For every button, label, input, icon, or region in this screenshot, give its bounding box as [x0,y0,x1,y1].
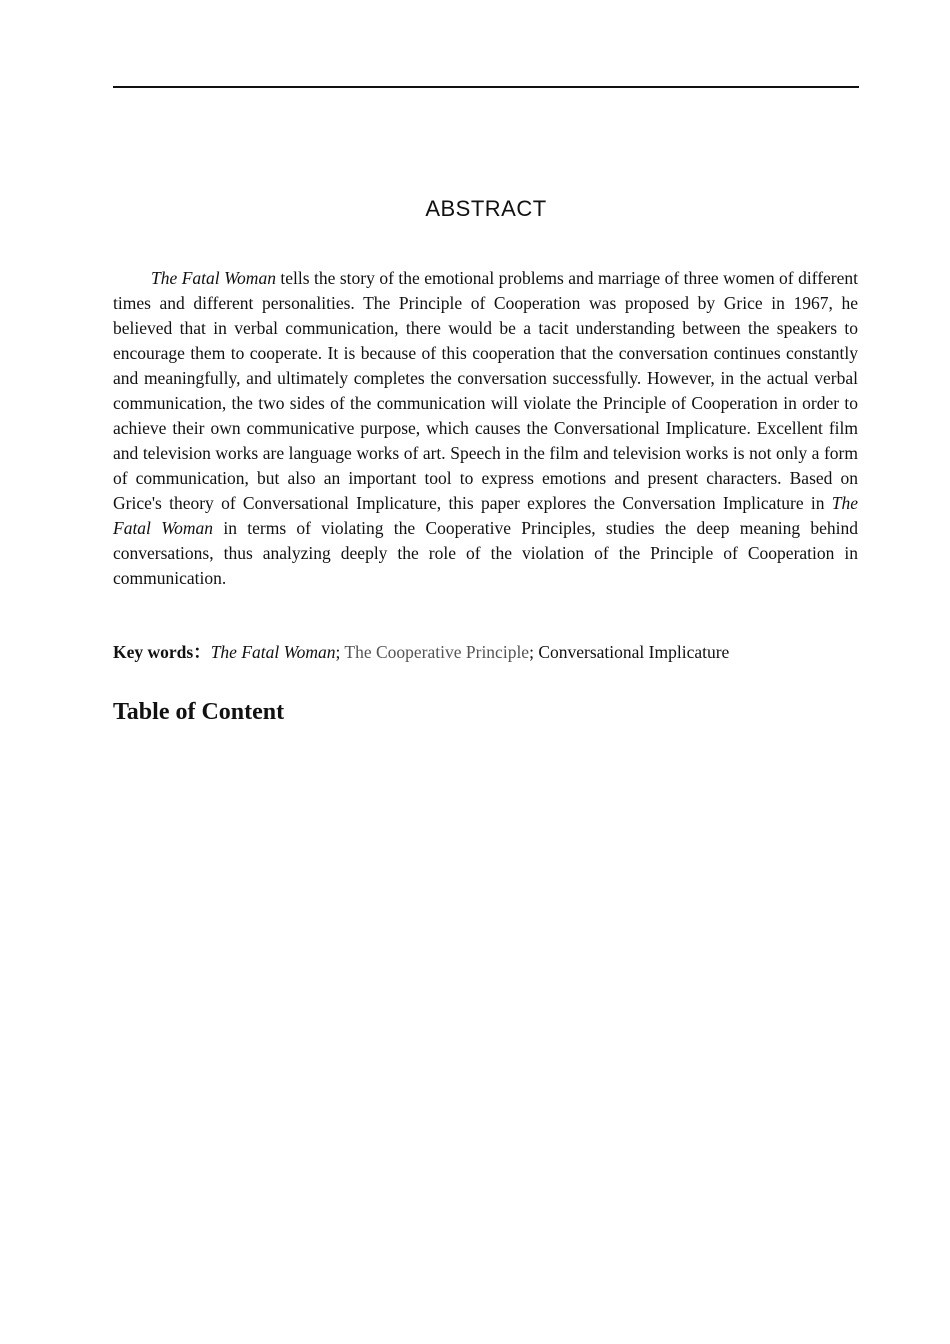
header-rule [113,86,859,88]
keyword-separator: ; [529,642,539,662]
abstract-paragraph [113,266,858,591]
keywords-label: Key words： [113,642,211,662]
keyword-3: Conversational Implicature [538,642,730,662]
work-title: The Fatal Woman [151,268,276,288]
keywords-line [113,640,858,665]
keyword-2: The Cooperative Principle [344,642,530,662]
work-title: The Fatal Woman [113,493,858,538]
abstract-text-part-2: in terms of violating the Cooperative Principles, studies the deep meaning behind conversations, thus analyzing deeply the role of the violation of the Principle of Cooperation in communication. [113,518,858,588]
keyword-1: The Fatal Woman [210,642,336,662]
abstract-text-part-1: tells the story of the emotional problems and marriage of three women of different times and different personalities. The Principle of Cooperation was proposed by Grice in 1967, he believed that in verbal communication, there would be a tacit understanding between the speakers to encourage them to cooperate. It is because of this cooperation that the conversation continues constantly and meaningfully, and ultimately completes the conversation successfully. However, in the actual verbal communication, the two sides of the communication will violate the Principle of Cooperation in order to achieve their own communicative purpose, which causes the Conversational Implicature. Excellent film and television works are language works of art. Speech in the film and television works is not only a form of communication, but also an important tool to express emotions and present characters. Based on Grice's theory of Conversational Implicature, this paper explores the Conversation Implicature in [113,268,858,513]
keyword-separator: ; [335,642,345,662]
abstract-title: ABSTRACT [425,196,547,221]
toc-heading: Table of Content [113,699,285,725]
